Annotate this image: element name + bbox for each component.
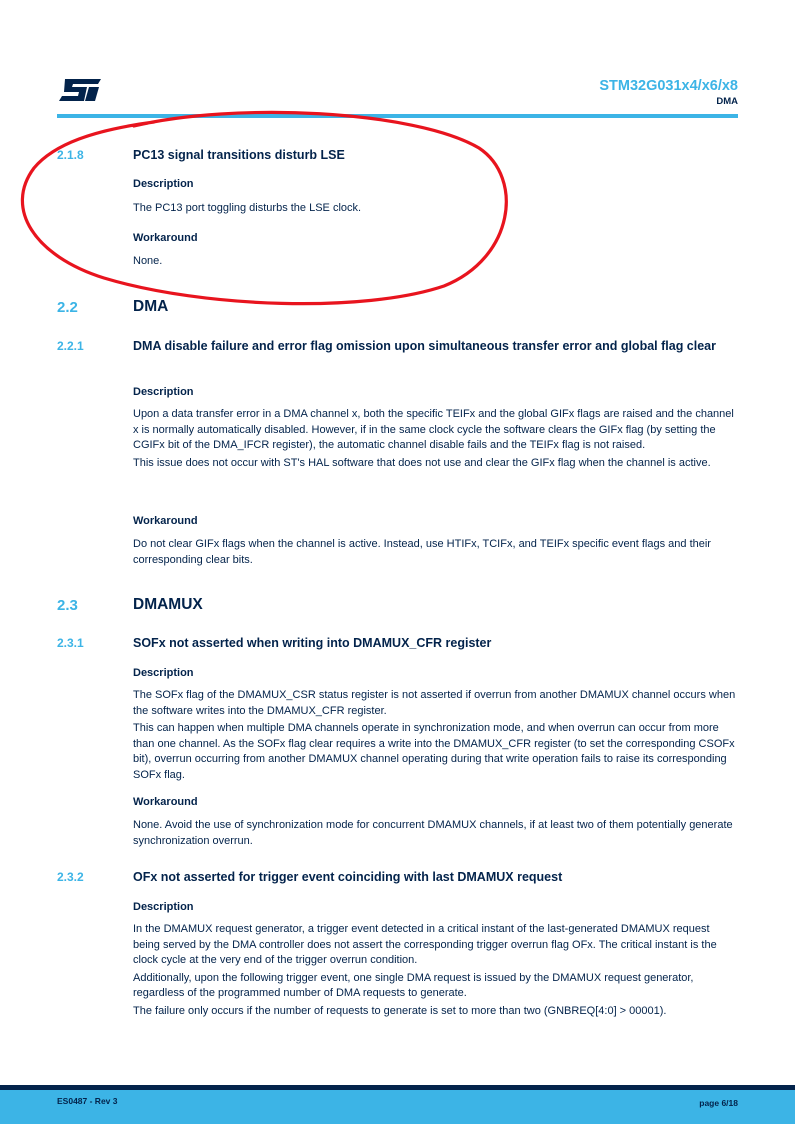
workaround-text-2-3-1 (133, 818, 739, 849)
paragraph: The PC13 port toggling disturbs the LSE clock. (133, 202, 362, 214)
description-label-2-1-8: Description (133, 178, 194, 190)
red-annotation-circle (14, 108, 514, 308)
description-label-2-3-1: Description (133, 667, 194, 679)
workaround-text-2-2-1 (133, 537, 739, 568)
section-number-2-3-2: 2.3.2 (57, 870, 84, 884)
st-logo-icon (57, 79, 101, 103)
section-number-2-3: 2.3 (57, 597, 78, 614)
paragraph: Do not clear GIFx flags when the channel is active. Instead, use HTIFx, TCIFx, and TEIFx specific event flags and their corresponding clear bits. (133, 538, 711, 566)
description-label-2-3-2: Description (133, 901, 194, 913)
document-title: STM32G031x4/x6/x8 (599, 78, 738, 94)
paragraph: The SOFx flag of the DMAMUX_CSR status register is not asserted if overrun from another DMAMUX channel occurs when the software writes into the DMAMUX_CFR register. (133, 689, 736, 717)
paragraph: Additionally, upon the following trigger event, one single DMA request is issued by the DMAMUX request generator, regardless of the programmed number of DMA requests to generate. (133, 971, 694, 999)
paragraph: This can happen when multiple DMA channels operate in synchronization mode, and when overrun can occur from more than one channel. As the SOFx flag clear requires a write into the DMAMUX_CFR register (to set the corresponding CSOFx bit), overrun occurring from another DMAMUX channel operating during that write operation fails to raise its corresponding SOFx flag. (133, 722, 735, 781)
workaround-label-2-2-1: Workaround (133, 515, 198, 527)
paragraph: This issue does not occur with ST's HAL software that does not use and clear the GIFx flag when the channel is active. (133, 456, 711, 469)
section-number-2-2-1: 2.2.1 (57, 339, 84, 353)
description-text-2-3-2 (133, 922, 739, 1019)
footer-bar (0, 1090, 795, 1124)
section-title-2-3: DMAMUX (133, 596, 203, 613)
section-title-2-1-8: PC13 signal transitions disturb LSE (133, 148, 345, 162)
workaround-label-2-3-1: Workaround (133, 796, 198, 808)
section-number-2-3-1: 2.3.1 (57, 636, 84, 650)
section-title-2-2-1: DMA disable failure and error flag omission upon simultaneous transfer error and global flag clear (133, 339, 716, 353)
section-number-2-1-8: 2.1.8 (57, 148, 84, 162)
description-label-2-2-1: Description (133, 386, 194, 398)
paragraph: Upon a data transfer error in a DMA channel x, both the specific TEIFx and the global GIFx flags are raised and the channel x is normally automatically disabled. However, if in the same clock cycle the software clears the GIFx flag (by setting the CGIFx bit of the DMA_IFCR register), the automatic channel disable fails and the TEIFx flag is not raised. (133, 408, 734, 451)
section-title-2-2: DMA (133, 298, 169, 315)
paragraph: None. Avoid the use of synchronization mode for concurrent DMAMUX channels, if at least two of them potentially generate synchronization overrun. (133, 819, 733, 847)
footer-page-number: page 6/18 (699, 1098, 738, 1108)
header-section-name: DMA (716, 96, 738, 107)
paragraph: The failure only occurs if the number of requests to generate is set to more than two (GNBREQ[4:0] > 00001). (133, 1004, 667, 1017)
footer-document-id: ES0487 - Rev 3 (57, 1096, 118, 1106)
paragraph: In the DMAMUX request generator, a trigger event detected in a critical instant of the last-generated DMAMUX request being served by the DMA controller does not assert the corresponding trigger overrun flag OFx. The critical instant is the clock cycle at the very end of the trigger overrun condition. (133, 923, 717, 966)
section-title-2-3-1: SOFx not asserted when writing into DMAMUX_CFR register (133, 636, 492, 650)
description-text-2-2-1 (133, 407, 739, 471)
paragraph: None. (133, 255, 163, 267)
section-title-2-3-2: OFx not asserted for trigger event coinciding with last DMAMUX request (133, 870, 563, 884)
description-text-2-3-1 (133, 688, 739, 783)
workaround-label-2-1-8: Workaround (133, 232, 198, 244)
section-number-2-2: 2.2 (57, 299, 78, 316)
